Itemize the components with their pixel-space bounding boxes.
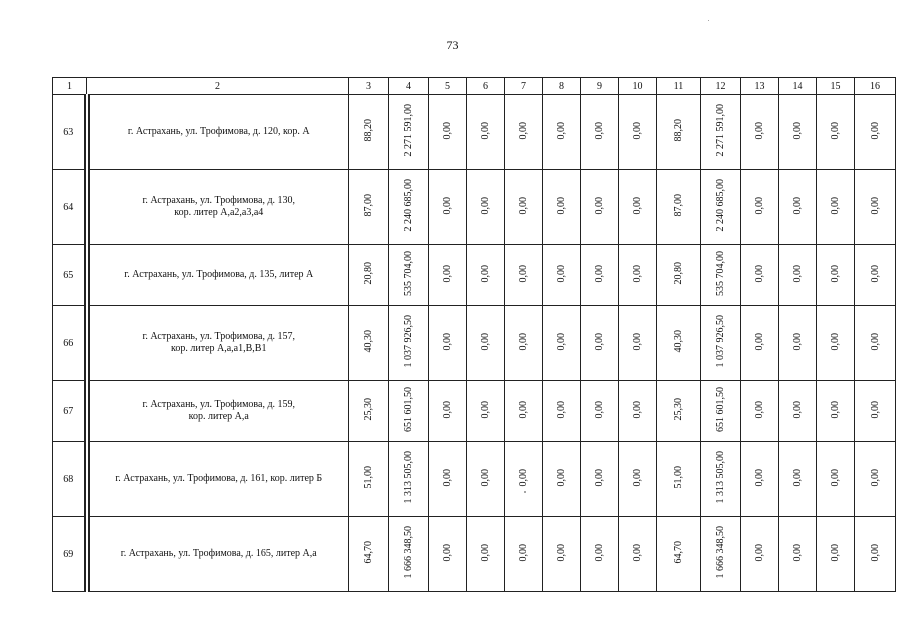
address-cell [87,442,349,517]
value-text: 0,00 [792,332,803,351]
value-cell-col-7 [505,95,543,170]
value-text: 0,00 [792,264,803,283]
value-cell-col-16 [855,381,896,442]
value-text: 0,00 [632,332,643,351]
value-text: 2 240 685,00 [403,179,414,232]
value-cell-col-10 [619,245,657,306]
value-text: 0,00 [518,196,529,215]
value-cell-col-11 [657,245,701,306]
value-cell-col-12 [701,306,741,381]
row-number: 65 [53,245,87,306]
table-row [53,170,896,245]
value-cell-col-11 [657,442,701,517]
column-header-8: 8 [543,78,581,95]
value-text: 0,00 [754,196,765,215]
value-cell-col-8 [543,95,581,170]
value-cell-col-6 [467,170,505,245]
column-header-14: 14 [779,78,817,95]
value-cell-col-6 [467,517,505,592]
value-cell-col-3 [349,381,389,442]
value-text: 20,80 [363,262,374,285]
value-cell-col-13 [741,245,779,306]
value-text: 0,00 [518,543,529,562]
value-cell-col-16 [855,517,896,592]
value-text: 0,00 [792,400,803,419]
value-text: 0,00 [442,121,453,140]
value-cell-col-7 [505,517,543,592]
value-text: 0,00 [442,196,453,215]
value-cell-col-6 [467,381,505,442]
value-cell-col-4 [389,245,429,306]
value-text: 0,00 [556,543,567,562]
value-text: 0,00 [632,468,643,487]
value-text: 2 271 591,00 [715,104,726,157]
value-text: 0,00 [792,121,803,140]
value-cell-col-12 [701,95,741,170]
value-text: 0,00 [556,468,567,487]
value-text: 64,70 [363,541,374,564]
value-text: 0,00 [792,196,803,215]
address-line: г. Астрахань, ул. Трофимова, д. 159, [142,399,296,410]
column-header-2: 2 [87,78,349,95]
address-cell [87,517,349,592]
value-cell-col-6 [467,245,505,306]
value-text: 0,00 [556,264,567,283]
value-cell-col-15 [817,306,855,381]
value-cell-col-12 [701,245,741,306]
address-line: кор. литер А,а [188,411,249,422]
row-number: 64 [53,170,87,245]
value-text: 0,00 [830,400,841,419]
value-text: 0,00 [480,468,491,487]
value-cell-col-13 [741,95,779,170]
column-header-11: 11 [657,78,701,95]
value-text: 0,00 [632,264,643,283]
table-row [53,517,896,592]
value-text: 0,00 [556,121,567,140]
value-text: 0,00 [442,400,453,419]
value-cell-col-13 [741,517,779,592]
column-header-12: 12 [701,78,741,95]
value-text: 0,00 [830,121,841,140]
value-text: 0,00 [632,196,643,215]
value-text: 51,00 [673,466,684,489]
value-cell-col-3 [349,95,389,170]
value-cell-col-3 [349,442,389,517]
value-text: 0,00 [518,332,529,351]
column-header-13: 13 [741,78,779,95]
value-cell-col-8 [543,245,581,306]
value-text: 88,20 [673,119,684,142]
column-header-3: 3 [349,78,389,95]
value-cell-col-15 [817,95,855,170]
value-text: 0,00 [594,332,605,351]
value-text: 0,00 [632,400,643,419]
value-text: 0,00 [869,264,881,283]
address-line: кор. литер А,а2,а3,а4 [174,207,264,218]
value-cell-col-3 [349,170,389,245]
value-text: 0,00 [632,121,643,140]
value-text: 0,00 [792,543,803,562]
value-text: 0,00 [480,196,491,215]
value-cell-col-7 [505,442,543,517]
value-text: 0,00 [480,332,491,351]
value-cell-col-16 [855,306,896,381]
value-cell-col-14 [779,306,817,381]
value-text: 1 037 926,50 [403,315,414,368]
value-text: 2 240 685,00 [715,179,726,232]
data-table [52,77,896,592]
value-cell-col-5 [429,306,467,381]
value-text: 651 601,50 [403,387,414,432]
value-text: 1 666 348,50 [715,526,726,579]
value-cell-col-10 [619,170,657,245]
table-row [53,95,896,170]
value-text: 0,00 [442,543,453,562]
column-header-7: 7 [505,78,543,95]
value-text: 51,00 [363,466,374,489]
address-line: г. Астрахань, ул. Трофимова, д. 135, литер А [124,269,314,280]
value-cell-col-4 [389,381,429,442]
value-text: 25,30 [673,398,684,421]
value-cell-col-10 [619,381,657,442]
value-cell-col-4 [389,306,429,381]
value-text: 0,00 [480,400,491,419]
value-text: 0,00 [594,121,605,140]
address-line: г. Астрахань, ул. Трофимова, д. 165, литер А,а [120,548,317,559]
value-cell-col-14 [779,442,817,517]
value-cell-col-15 [817,245,855,306]
value-text: 0,00 [754,400,765,419]
address-cell [87,245,349,306]
value-cell-col-9 [581,245,619,306]
value-text: 1 037 926,50 [715,315,726,368]
value-text: 0,00 [792,468,803,487]
value-cell-col-7 [505,245,543,306]
value-cell-col-9 [581,95,619,170]
value-cell-col-7 [505,381,543,442]
value-text: 1 313 505,00 [403,451,414,504]
column-header-6: 6 [467,78,505,95]
value-text: 0,00 [754,543,765,562]
value-cell-col-8 [543,306,581,381]
value-text: 40,30 [363,330,374,353]
value-cell-col-11 [657,95,701,170]
value-text: 0,00 [556,196,567,215]
value-cell-col-8 [543,381,581,442]
value-cell-col-5 [429,95,467,170]
value-cell-col-3 [349,245,389,306]
value-text: 0,00 [442,264,453,283]
value-cell-col-3 [349,306,389,381]
value-cell-col-6 [467,95,505,170]
column-header-16: 16 [855,78,896,95]
value-cell-col-14 [779,517,817,592]
value-text: 0,00 [754,332,765,351]
value-text: 87,00 [673,194,684,217]
value-cell-col-7 [505,170,543,245]
table-row [53,245,896,306]
column-header-1: 1 [53,78,87,95]
value-cell-col-10 [619,95,657,170]
value-text: 0,00 [754,264,765,283]
value-text: 64,70 [673,541,684,564]
value-cell-col-4 [389,95,429,170]
value-text: 0,00 [556,332,567,351]
column-header-9: 9 [581,78,619,95]
value-text: 0,00 [518,400,529,419]
value-cell-col-14 [779,95,817,170]
value-text: 0,00 [869,196,881,215]
value-cell-col-12 [701,442,741,517]
value-text: 0,00 [869,121,881,140]
value-cell-col-14 [779,245,817,306]
value-cell-col-13 [741,442,779,517]
address-cell [87,306,349,381]
value-cell-col-16 [855,95,896,170]
row-number: 68 [53,442,87,517]
value-cell-col-15 [817,517,855,592]
value-cell-col-15 [817,381,855,442]
address-line: г. Астрахань, ул. Трофимова, д. 120, кор. А [127,126,310,137]
value-cell-col-6 [467,442,505,517]
value-cell-col-16 [855,170,896,245]
value-cell-col-12 [701,381,741,442]
table-row [53,381,896,442]
value-cell-col-5 [429,170,467,245]
address-line: кор. литер А,а,а1,В,В1 [171,343,267,354]
value-cell-col-10 [619,442,657,517]
value-text: 0,00 [480,264,491,283]
value-cell-col-11 [657,306,701,381]
column-header-5: 5 [429,78,467,95]
value-text: 0,00 [442,468,453,487]
value-cell-col-9 [581,170,619,245]
value-cell-col-3 [349,517,389,592]
value-cell-col-9 [581,306,619,381]
value-cell-col-13 [741,306,779,381]
row-number: 66 [53,306,87,381]
value-text: 0,00 [480,121,491,140]
value-text: 0,00 [830,196,841,215]
value-cell-col-14 [779,170,817,245]
value-text: 0,00 [556,400,567,419]
column-header-4: 4 [389,78,429,95]
value-cell-col-11 [657,381,701,442]
value-text: 0,00 [632,543,643,562]
address-cell [87,95,349,170]
column-header-15: 15 [817,78,855,95]
value-cell-col-8 [543,170,581,245]
row-number: 63 [53,95,87,170]
value-text: 0,00 [869,468,881,487]
address-line: г. Астрахань, ул. Трофимова, д. 157, [142,331,296,342]
value-text: 25,30 [363,398,374,421]
value-text: 87,00 [363,194,374,217]
value-cell-col-6 [467,306,505,381]
value-text: 88,20 [363,119,374,142]
value-text: 20,80 [673,262,684,285]
value-text: 651 601,50 [715,387,726,432]
value-cell-col-8 [543,442,581,517]
value-cell-col-5 [429,517,467,592]
value-cell-col-15 [817,170,855,245]
value-text: 0,00 [830,332,841,351]
address-cell [87,170,349,245]
value-text: 1 666 348,50 [403,526,414,579]
value-cell-col-7 [505,306,543,381]
value-cell-col-13 [741,381,779,442]
value-cell-col-8 [543,517,581,592]
value-cell-col-14 [779,381,817,442]
value-text: 0,00 [754,121,765,140]
value-text: 0,00 [594,400,605,419]
value-cell-col-16 [855,442,896,517]
value-text: 0,00 [442,332,453,351]
value-text: 0,00 [754,468,765,487]
value-text: 0,00 [594,468,605,487]
value-text: 0,00 [830,543,841,562]
value-cell-col-4 [389,170,429,245]
value-cell-col-15 [817,442,855,517]
value-text: 40,30 [673,330,684,353]
value-text: 0,00 [830,264,841,283]
table-body [53,95,896,592]
value-text: 0,00 [869,543,881,562]
page-number: 73 [446,38,459,52]
scan-speck [524,491,526,493]
value-text: 0,00 [518,264,529,283]
value-cell-col-12 [701,170,741,245]
row-number: 67 [53,381,87,442]
value-text: 0,00 [869,400,881,419]
table-row [53,442,896,517]
value-text: 1 313 505,00 [715,451,726,504]
address-line: г. Астрахань, ул. Трофимова, д. 130, [142,195,296,206]
column-header-10: 10 [619,78,657,95]
value-cell-col-9 [581,381,619,442]
value-text: 0,00 [480,543,491,562]
value-cell-col-9 [581,517,619,592]
value-text: 0,00 [869,332,881,351]
value-cell-col-16 [855,245,896,306]
value-text: 0,00 [518,121,529,140]
value-text: 0,00 [518,468,529,487]
value-cell-col-11 [657,170,701,245]
header-row [53,78,896,95]
scan-speck [708,20,709,21]
address-line: г. Астрахань, ул. Трофимова, д. 161, кор. литер Б [115,473,323,484]
value-cell-col-5 [429,442,467,517]
value-cell-col-9 [581,442,619,517]
value-text: 535 704,00 [403,251,414,296]
value-text: 2 271 591,00 [403,104,414,157]
value-cell-col-10 [619,517,657,592]
value-text: 0,00 [830,468,841,487]
value-text: 0,00 [594,543,605,562]
table-row [53,306,896,381]
value-cell-col-4 [389,517,429,592]
value-cell-col-13 [741,170,779,245]
value-cell-col-4 [389,442,429,517]
value-cell-col-5 [429,381,467,442]
value-cell-col-11 [657,517,701,592]
address-cell [87,381,349,442]
value-text: 0,00 [594,196,605,215]
value-cell-col-5 [429,245,467,306]
value-text: 535 704,00 [715,251,726,296]
value-text: 0,00 [594,264,605,283]
value-cell-col-12 [701,517,741,592]
row-number: 69 [53,517,87,592]
value-cell-col-10 [619,306,657,381]
